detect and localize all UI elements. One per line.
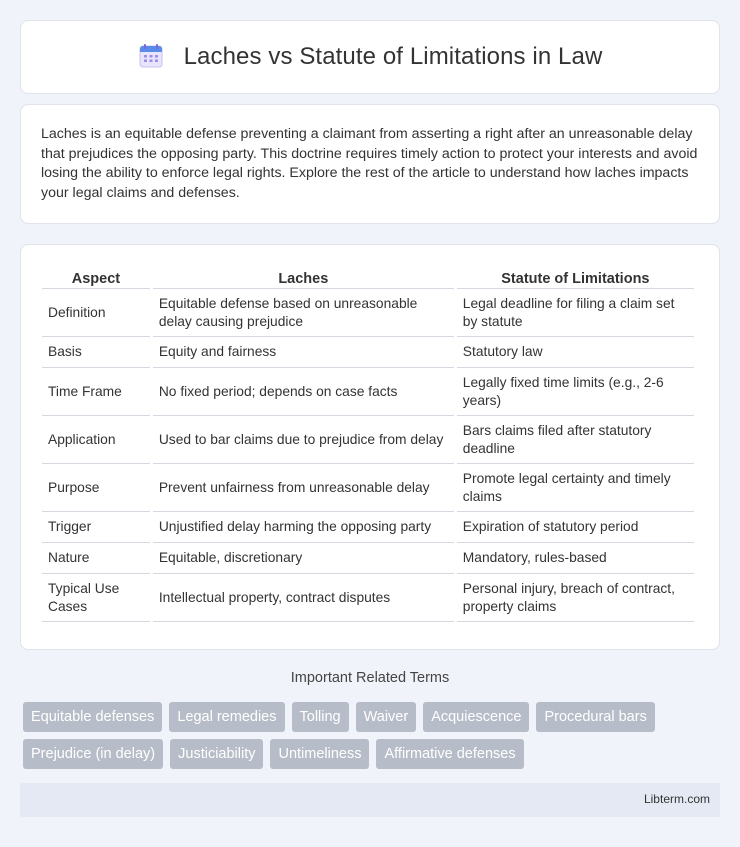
- tag-untimeliness[interactable]: Untimeliness: [270, 739, 369, 769]
- cell-aspect: Definition: [42, 289, 150, 337]
- page-title: Laches vs Statute of Limitations in Law: [183, 43, 603, 70]
- tag-equitable-defenses[interactable]: Equitable defenses: [23, 702, 162, 732]
- cell-aspect: Typical Use Cases: [42, 574, 150, 622]
- cell-aspect: Application: [42, 416, 150, 464]
- tag-legal-remedies[interactable]: Legal remedies: [169, 702, 284, 732]
- cell-statute: Statutory law: [457, 337, 694, 368]
- cell-statute: Personal injury, breach of contract, property claims: [457, 574, 694, 622]
- cell-aspect: Basis: [42, 337, 150, 368]
- cell-statute: Legal deadline for filing a claim set by statute: [457, 289, 694, 337]
- table-row: [42, 416, 694, 464]
- related-terms-title: Important Related Terms: [290, 670, 450, 686]
- calendar-icon: [138, 43, 164, 69]
- header-statute: Statute of Limitations: [457, 263, 694, 289]
- cell-laches: Unjustified delay harming the opposing party: [153, 512, 454, 543]
- header-aspect: Aspect: [42, 263, 150, 289]
- table-row: [42, 289, 694, 337]
- table-row: [42, 337, 694, 368]
- intro-text: Laches is an equitable defense preventing a claimant from asserting a right after an unreasonable delay that prejudices the opposing party. This doctrine requires timely action to protect your interests and avoid losing the ability to enforce legal rights. Explore the rest of the article to understand how laches impacts your legal claims and defenses.: [41, 126, 698, 201]
- tag-prejudice-in-delay[interactable]: Prejudice (in delay): [23, 739, 163, 769]
- comparison-card: [20, 244, 720, 650]
- table-row: [42, 543, 694, 574]
- intro-card: [20, 104, 720, 224]
- cell-statute: Mandatory, rules-based: [457, 543, 694, 574]
- cell-aspect: Nature: [42, 543, 150, 574]
- table-row: [42, 512, 694, 543]
- cell-statute: Bars claims filed after statutory deadline: [457, 416, 694, 464]
- cell-statute: Legally fixed time limits (e.g., 2-6 years): [457, 368, 694, 416]
- tag-tolling[interactable]: Tolling: [292, 702, 349, 732]
- cell-statute: Expiration of statutory period: [457, 512, 694, 543]
- tag-affirmative-defenses[interactable]: Affirmative defenses: [376, 739, 523, 769]
- table-row: [42, 574, 694, 622]
- table-row: [42, 368, 694, 416]
- cell-laches: Prevent unfairness from unreasonable delay: [153, 464, 454, 512]
- title-card: [20, 20, 720, 94]
- comparison-table: [39, 263, 697, 622]
- cell-aspect: Time Frame: [42, 368, 150, 416]
- tag-procedural-bars[interactable]: Procedural bars: [536, 702, 654, 732]
- cell-laches: Equity and fairness: [153, 337, 454, 368]
- cell-laches: No fixed period; depends on case facts: [153, 368, 454, 416]
- cell-statute: Promote legal certainty and timely claims: [457, 464, 694, 512]
- table-header-row: [42, 263, 694, 289]
- header-laches: Laches: [153, 263, 454, 289]
- related-terms-list: [23, 702, 723, 769]
- tag-acquiescence[interactable]: Acquiescence: [423, 702, 529, 732]
- cell-laches: Equitable defense based on unreasonable delay causing prejudice: [153, 289, 454, 337]
- cell-laches: Used to bar claims due to prejudice from delay: [153, 416, 454, 464]
- cell-aspect: Purpose: [42, 464, 150, 512]
- cell-aspect: Trigger: [42, 512, 150, 543]
- cell-laches: Equitable, discretionary: [153, 543, 454, 574]
- footer: [20, 783, 720, 817]
- tag-waiver[interactable]: Waiver: [356, 702, 417, 732]
- tag-justiciability[interactable]: Justiciability: [170, 739, 263, 769]
- cell-laches: Intellectual property, contract disputes: [153, 574, 454, 622]
- footer-brand-link[interactable]: Libterm.com: [643, 792, 710, 806]
- table-row: [42, 464, 694, 512]
